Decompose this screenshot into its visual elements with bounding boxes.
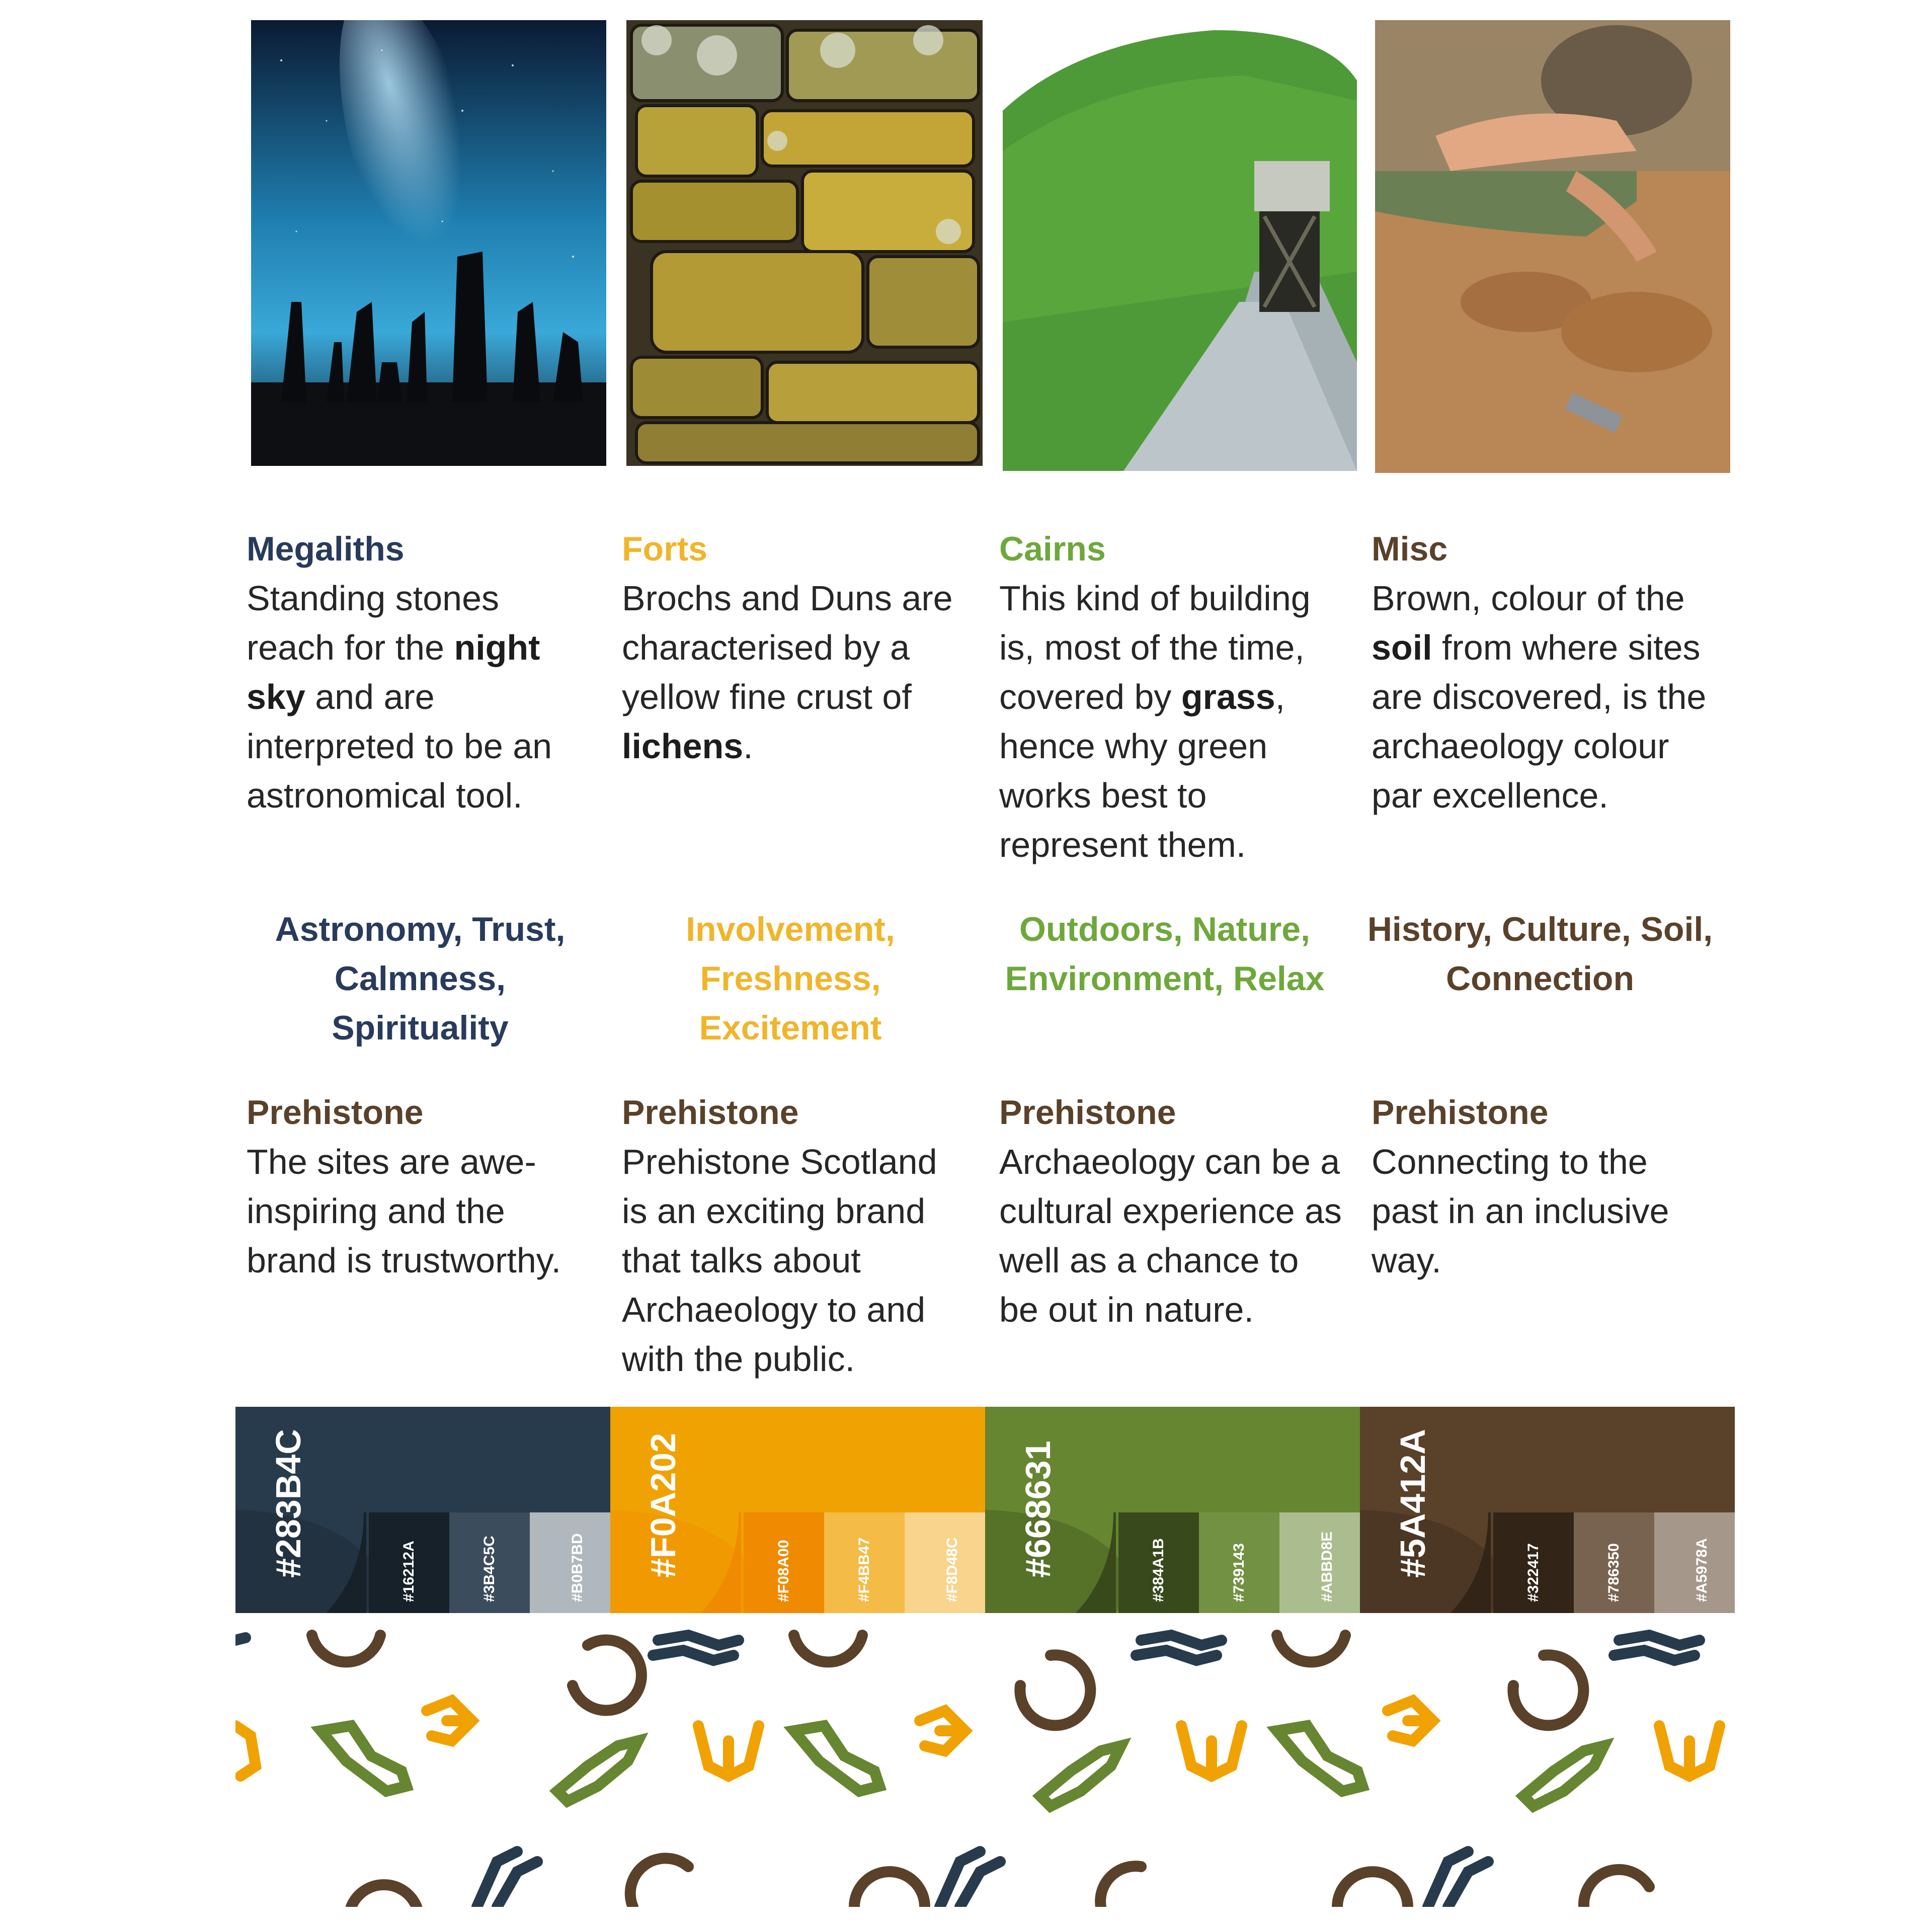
- palette-sub-swatch: [1279, 1512, 1360, 1613]
- brand-title: Prehistone: [1372, 1093, 1549, 1132]
- palette-sub-swatch: [1493, 1512, 1574, 1613]
- brand-block-4: [1372, 1088, 1719, 1285]
- palette-sub-label: #384A1B: [1150, 1538, 1167, 1602]
- palette-sub-swatch: [1118, 1512, 1199, 1613]
- brand-text: The sites are awe-inspiring and the brand is trustworthy.: [247, 1142, 561, 1280]
- megaliths-keywords: Astronomy, Trust, Calmness, Spirituality: [275, 910, 566, 1047]
- palette-block: [610, 1407, 985, 1613]
- brand-block-3: [999, 1088, 1346, 1334]
- palette-sub-label: #F08A00: [775, 1540, 792, 1602]
- megaliths-night-sky-photo: [251, 20, 606, 466]
- palette-main-label: #F0A202: [643, 1433, 683, 1578]
- palette-sub-swatch: [824, 1512, 905, 1613]
- palette-sub-swatch: [369, 1512, 449, 1613]
- palette-sub-swatch: [1654, 1512, 1735, 1613]
- palette-sub-label: #F8D48C: [944, 1537, 960, 1602]
- palette-sub-label: #A5978A: [1694, 1538, 1710, 1602]
- megaliths-text: Standing stones reach for the night sky and are interpreted to be an astronomical tool.: [247, 579, 552, 815]
- palette-block: [235, 1407, 610, 1613]
- misc-title: Misc: [1372, 530, 1448, 568]
- misc-keywords: History, Culture, Soil, Connection: [1367, 910, 1713, 998]
- palette-sub-swatch: [744, 1512, 824, 1613]
- trident-icon: [235, 1701, 1720, 1776]
- palette-sub-label: #322417: [1525, 1543, 1542, 1602]
- palette-sub-swatch: [905, 1512, 985, 1613]
- palette-block: [1360, 1407, 1735, 1613]
- brand-text: Connecting to the past in an inclusive way.: [1372, 1142, 1669, 1280]
- palette-sub-swatch: [530, 1512, 610, 1613]
- palette-sub-label: #786350: [1605, 1543, 1622, 1602]
- palette-main-label: #283B4C: [269, 1429, 308, 1578]
- megaliths-title: Megaliths: [247, 530, 405, 568]
- palette-sub-label: #739143: [1231, 1543, 1247, 1602]
- forts-lichen-stone-photo: [626, 20, 983, 466]
- cairns-keywords: Outdoors, Nature, Environment, Relax: [1005, 910, 1325, 998]
- brand-title: Prehistone: [247, 1093, 424, 1132]
- forts-text: Brochs and Duns are characterised by a yellow fine crust of lichens.: [622, 579, 953, 766]
- colour-palette-strip: [235, 1407, 1735, 1613]
- forts-keywords: Involvement, Freshness, Excitement: [686, 910, 895, 1047]
- forts-title: Forts: [622, 530, 707, 568]
- megaliths-block: [247, 524, 594, 820]
- wave-icon: [235, 1635, 1700, 1907]
- forts-block: [622, 524, 969, 771]
- brand-text: Prehistone Scotland is an exciting brand that talks about Archaeology to and with the public.: [622, 1142, 937, 1379]
- brand-title: Prehistone: [999, 1093, 1176, 1132]
- palette-sub-label: #ABBD8E: [1319, 1531, 1335, 1602]
- palette-main-label: #5A412A: [1393, 1429, 1432, 1578]
- cairns-grass-mound-photo: [1003, 20, 1357, 471]
- brand-block-1: [247, 1088, 594, 1285]
- palette-sub-label: #F4BB47: [856, 1537, 872, 1602]
- palette-main-label: #668631: [1018, 1440, 1058, 1578]
- brand-symbol-pattern: [235, 1625, 1735, 1907]
- misc-excavation-soil-photo: [1375, 20, 1730, 473]
- brand-text: Archaeology can be a cultural experience as well as a chance to be out in nature.: [999, 1142, 1342, 1329]
- palette-sub-label: #B0B7BD: [569, 1533, 586, 1602]
- palette-sub-swatch: [1574, 1512, 1654, 1613]
- palette-block: [985, 1407, 1360, 1613]
- brand-block-2: [622, 1088, 969, 1384]
- cairns-block: [999, 524, 1346, 869]
- palette-sub-swatch: [449, 1512, 530, 1613]
- cairns-title: Cairns: [999, 530, 1106, 568]
- palette-sub-swatch: [1199, 1512, 1279, 1613]
- palette-sub-label: #3B4C5C: [481, 1536, 498, 1602]
- palette-sub-label: #16212A: [400, 1541, 417, 1602]
- cairns-text: This kind of building is, most of the time, covered by grass, hence why green works best to represent them.: [999, 579, 1311, 864]
- misc-block: [1372, 524, 1719, 820]
- misc-text: Brown, colour of the soil from where sites are discovered, is the archaeology colour par excellence.: [1372, 579, 1707, 815]
- brand-title: Prehistone: [622, 1093, 799, 1132]
